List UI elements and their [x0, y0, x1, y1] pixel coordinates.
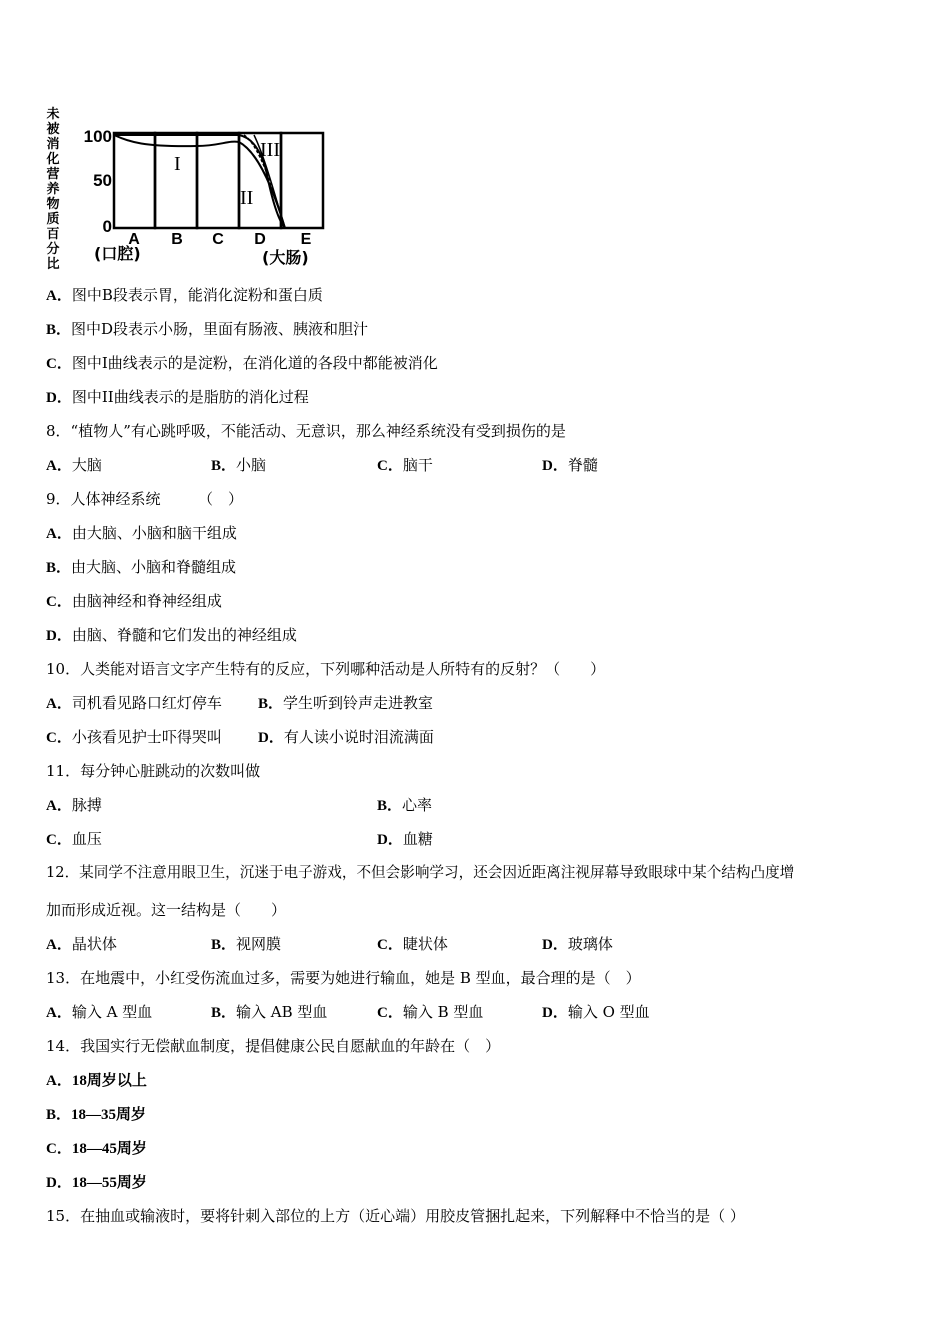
option-label: D． — [46, 390, 72, 406]
option-text: 血糖 — [402, 830, 433, 848]
q12-stem-line2: 加而形成近视。这一结构是（ ） — [46, 901, 287, 919]
y-tick-50: 50 — [93, 171, 112, 190]
q14-option-d — [46, 1172, 147, 1193]
x-note-mouth: (口腔) — [94, 244, 141, 263]
q7-option-a — [46, 285, 323, 306]
q15-stem: 15．在抽血或输液时，要将针刺入部位的上方（近心端）用胶皮管捆扎起来，下列解释中不恰当的是（ ） — [46, 1207, 745, 1225]
option-label: D． — [542, 1005, 568, 1021]
q13-option-c — [377, 1002, 483, 1023]
option-text: 视网膜 — [236, 935, 282, 953]
option-label: B． — [377, 798, 403, 814]
option-text: 由大脑、小脑和脑干组成 — [71, 524, 237, 542]
segment-c — [197, 133, 239, 228]
option-text: 脑干 — [402, 456, 433, 474]
y-axis-label — [45, 106, 59, 272]
y-label-char: 比 — [46, 257, 60, 272]
curve-label-iii: III — [260, 139, 280, 161]
q11-option-d — [377, 829, 433, 850]
option-text: 玻璃体 — [567, 935, 613, 953]
q8-option-b — [211, 455, 266, 476]
option-text: 小脑 — [236, 456, 267, 474]
y-label-char: 分 — [46, 242, 60, 257]
q10-option-d — [258, 727, 434, 748]
option-label: B． — [211, 458, 237, 474]
option-label: C． — [46, 730, 72, 746]
q13-option-d — [542, 1002, 650, 1023]
q14-stem: 14．我国实行无偿献血制度，提倡健康公民自愿献血的年龄在（ ） — [46, 1037, 501, 1055]
q9-option-b — [46, 557, 236, 578]
q7-option-d — [46, 387, 309, 408]
option-label: D． — [46, 628, 72, 644]
y-label-char: 物 — [46, 197, 60, 212]
option-label: B． — [211, 937, 237, 953]
q14-option-a — [46, 1070, 147, 1091]
option-text: 睫状体 — [402, 935, 448, 953]
y-label-char: 未 — [46, 107, 60, 122]
q12-option-b — [211, 934, 281, 955]
q13-stem: 13．在地震中，小红受伤流血过多，需要为她进行输血，她是 B 型血，最合理的是（ ） — [46, 969, 641, 987]
option-text: 输入 AB 型血 — [236, 1003, 328, 1021]
q12-option-c — [377, 934, 448, 955]
option-label: C． — [377, 937, 403, 953]
option-label: C． — [46, 356, 72, 372]
q13-option-b — [211, 1002, 327, 1023]
q9-option-c — [46, 591, 222, 612]
option-text: 由大脑、小脑和脊髓组成 — [71, 558, 237, 576]
x-tick-c: C — [212, 231, 224, 248]
q9-option-a — [46, 523, 237, 544]
segment-boxes — [114, 133, 323, 228]
q10-option-c — [46, 727, 222, 748]
q8-option-c — [377, 455, 433, 476]
option-text: 输入 B 型血 — [402, 1003, 484, 1021]
y-label-char: 消 — [46, 137, 60, 152]
option-label: B． — [258, 696, 284, 712]
segment-b — [155, 133, 197, 228]
option-text: 18—35周岁 — [71, 1107, 147, 1123]
x-note-large-intestine: (大肠) — [262, 248, 309, 267]
option-text: 小孩看见护士吓得哭叫 — [71, 728, 222, 746]
y-label-char: 百 — [46, 227, 60, 242]
y-label-char: 营 — [46, 167, 60, 182]
option-label: A． — [46, 937, 72, 953]
y-label-char: 养 — [46, 182, 60, 197]
option-text: 图中I曲线表示的是淀粉，在消化道的各段中都能被消化 — [71, 354, 438, 372]
option-label: C． — [377, 458, 403, 474]
q10-option-a — [46, 693, 222, 714]
option-text: 图中D段表示小肠，里面有肠液、胰液和胆汁 — [71, 320, 369, 338]
q12-option-d — [542, 934, 613, 955]
option-label: C． — [46, 832, 72, 848]
option-text: 脉搏 — [71, 796, 102, 814]
option-label: A． — [46, 1005, 72, 1021]
option-label: C． — [377, 1005, 403, 1021]
q14-option-b — [46, 1104, 146, 1125]
y-tick-100: 100 — [83, 127, 112, 146]
q8-option-a — [46, 455, 102, 476]
q14-option-c — [46, 1138, 147, 1159]
q10-option-b — [258, 693, 433, 714]
option-text: 由脑神经和脊神经组成 — [71, 592, 222, 610]
option-label: D． — [258, 730, 284, 746]
option-text: 18—55周岁 — [71, 1175, 147, 1191]
option-label: A． — [46, 458, 72, 474]
q12-option-a — [46, 934, 117, 955]
q11-option-a — [46, 795, 102, 816]
option-text: 脊髓 — [567, 456, 598, 474]
option-label: C． — [46, 594, 72, 610]
q11-stem: 11．每分钟心脏跳动的次数叫做 — [46, 762, 261, 780]
option-label: A． — [46, 696, 72, 712]
q11-option-b — [377, 795, 432, 816]
option-label: B． — [211, 1005, 237, 1021]
option-label: D． — [542, 458, 568, 474]
x-tick-d: D — [254, 231, 266, 248]
option-label: B． — [46, 322, 72, 338]
q7-option-c — [46, 353, 438, 374]
option-label: A． — [46, 798, 72, 814]
x-tick-b: B — [171, 231, 183, 248]
option-text: 有人读小说时泪流满面 — [283, 728, 434, 746]
option-text: 图中II曲线表示的是脂肪的消化过程 — [71, 388, 309, 406]
option-text: 18周岁以上 — [71, 1073, 147, 1089]
q9-option-d — [46, 625, 297, 646]
option-label: D． — [46, 1175, 72, 1191]
q13-option-a — [46, 1002, 152, 1023]
y-label-char: 化 — [46, 152, 60, 167]
y-tick-0: 0 — [102, 217, 112, 236]
option-label: C． — [46, 1141, 72, 1157]
option-text: 心率 — [402, 796, 433, 814]
curve-label-i: I — [174, 153, 181, 175]
x-tick-e: E — [300, 231, 312, 248]
option-label: B． — [46, 1107, 72, 1123]
x-tick-a: A — [128, 231, 140, 248]
curve-label-ii: II — [240, 187, 254, 209]
option-text: 图中B段表示胃，能消化淀粉和蛋白质 — [71, 286, 323, 304]
option-label: D． — [377, 832, 403, 848]
option-text: 大脑 — [71, 456, 102, 474]
y-label-char: 被 — [46, 122, 60, 137]
segment-a — [114, 133, 155, 228]
option-label: A． — [46, 288, 72, 304]
q8-option-d — [542, 455, 598, 476]
q10-stem: 10．人类能对语言文字产生特有的反应，下列哪种活动是人所特有的反射？（ ） — [46, 660, 606, 678]
option-text: 18—45周岁 — [71, 1141, 147, 1157]
option-text: 司机看见路口红灯停车 — [71, 694, 222, 712]
option-text: 输入 O 型血 — [567, 1003, 650, 1021]
segment-e — [281, 133, 323, 228]
option-text: 血压 — [71, 830, 102, 848]
option-label: A． — [46, 1073, 72, 1089]
option-text: 学生听到铃声走进教室 — [283, 694, 434, 712]
y-label-char: 质 — [46, 212, 60, 227]
option-label: A． — [46, 526, 72, 542]
digestion-chart — [44, 100, 344, 272]
q8-stem: 8．“植物人”有心跳呼吸，不能活动、无意识，那么神经系统没有受到损伤的是 — [46, 422, 566, 440]
option-label: D． — [542, 937, 568, 953]
q12-stem-line1: 12．某同学不注意用眼卫生，沉迷于电子游戏，不但会影响学习，还会因近距离注视屏幕导致眼球中某个结构凸度增 — [46, 864, 795, 881]
q11-option-c — [46, 829, 102, 850]
option-label: B． — [46, 560, 72, 576]
option-text: 晶状体 — [71, 935, 117, 953]
q9-stem: 9．人体神经系统 （ ） — [46, 490, 244, 508]
option-text: 输入 A 型血 — [71, 1003, 153, 1021]
option-text: 由脑、脊髓和它们发出的神经组成 — [71, 626, 297, 644]
q7-option-b — [46, 319, 368, 340]
